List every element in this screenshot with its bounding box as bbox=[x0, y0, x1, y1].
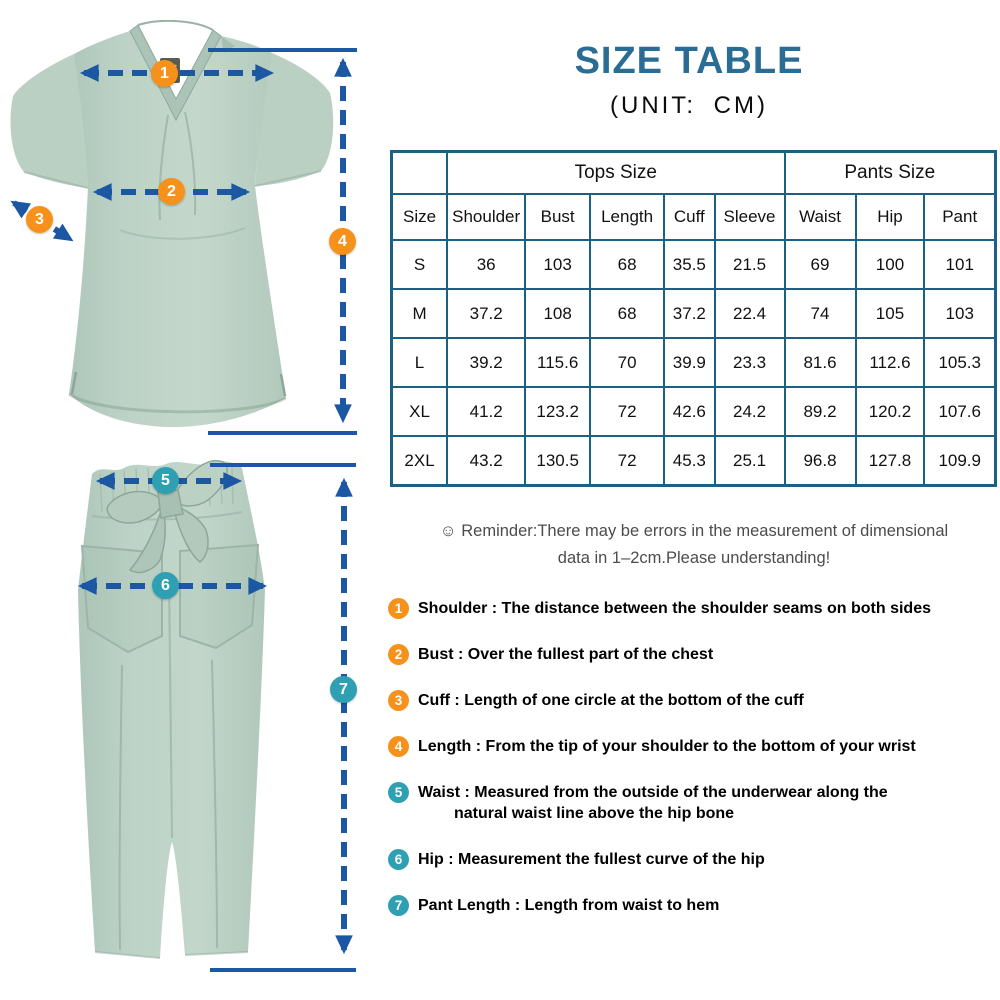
definition-pant-length bbox=[388, 895, 1000, 916]
list-badge-6: 6 bbox=[388, 849, 409, 870]
list-badge-4: 4 bbox=[388, 736, 409, 757]
pants-size-header: Pants Size bbox=[785, 152, 996, 195]
table-row: M 37.2 108 68 37.2 22.4 74 105 103 bbox=[392, 289, 996, 338]
col-cuff: Cuff bbox=[664, 194, 714, 240]
size-label: S bbox=[392, 240, 448, 289]
definition-length bbox=[388, 736, 1000, 757]
scrub-top-figure bbox=[0, 20, 370, 445]
figure-badge-4: 4 bbox=[329, 228, 356, 255]
size-label: M bbox=[392, 289, 448, 338]
table-row: S 36 103 68 35.5 21.5 69 100 101 bbox=[392, 240, 996, 289]
figure-badge-7: 7 bbox=[330, 676, 357, 703]
definition-shoulder bbox=[388, 598, 1000, 619]
reminder-line2: data in 1–2cm.Please understanding! bbox=[557, 549, 831, 567]
list-badge-1: 1 bbox=[388, 598, 409, 619]
figure-badge-6: 6 bbox=[152, 572, 179, 599]
definition-text: Hip : Measurement the fullest curve of the hip bbox=[418, 851, 765, 868]
smiley-icon: ☺ bbox=[439, 522, 457, 540]
list-badge-5: 5 bbox=[388, 782, 409, 803]
definition-bust bbox=[388, 644, 1000, 665]
col-hip: Hip bbox=[856, 194, 925, 240]
size-label: XL bbox=[392, 387, 448, 436]
definition-waist bbox=[388, 782, 1000, 824]
measurement-definitions bbox=[388, 598, 1000, 941]
col-length: Length bbox=[590, 194, 664, 240]
scrub-top-left-sleeve bbox=[10, 54, 88, 188]
definition-text: Pant Length : Length from waist to hem bbox=[418, 897, 720, 914]
definition-text: Length : From the tip of your shoulder to the bottom of your wrist bbox=[418, 738, 916, 755]
col-sleeve: Sleeve bbox=[715, 194, 785, 240]
reminder-note bbox=[392, 518, 996, 572]
list-badge-3: 3 bbox=[388, 690, 409, 711]
size-label: L bbox=[392, 338, 448, 387]
table-row: L 39.2 115.6 70 39.9 23.3 81.6 112.6 105.3 bbox=[392, 338, 996, 387]
col-pant: Pant bbox=[924, 194, 995, 240]
col-shoulder: Shoulder bbox=[447, 194, 525, 240]
figure-badge-3: 3 bbox=[26, 206, 53, 233]
definition-hip bbox=[388, 849, 1000, 870]
col-waist: Waist bbox=[785, 194, 856, 240]
tops-size-header: Tops Size bbox=[447, 152, 784, 195]
col-size: Size bbox=[392, 194, 448, 240]
definition-cuff bbox=[388, 690, 1000, 711]
reminder-line1: Reminder:There may be errors in the measurement of dimensional bbox=[461, 522, 949, 540]
back-neckline bbox=[138, 21, 213, 30]
size-label: 2XL bbox=[392, 436, 448, 486]
scrub-top-body bbox=[69, 31, 286, 427]
unit-subtitle: (UNIT: CM) bbox=[610, 92, 768, 119]
corner-cell bbox=[392, 152, 448, 195]
definition-text: Bust : Over the fullest part of the chest bbox=[418, 646, 714, 663]
list-badge-7: 7 bbox=[388, 895, 409, 916]
scrub-pants-figure bbox=[60, 450, 370, 980]
table-column-header-row bbox=[392, 194, 996, 240]
definition-text: Shoulder : The distance between the shoulder seams on both sides bbox=[418, 600, 931, 617]
table-group-header-row bbox=[392, 152, 996, 195]
definition-text: Cuff : Length of one circle at the bottom of the cuff bbox=[418, 692, 804, 709]
page-title: SIZE TABLE bbox=[574, 40, 804, 82]
figure-badge-5: 5 bbox=[152, 467, 179, 494]
list-badge-2: 2 bbox=[388, 644, 409, 665]
size-table bbox=[390, 150, 997, 487]
figure-badge-1: 1 bbox=[151, 60, 178, 87]
col-bust: Bust bbox=[525, 194, 590, 240]
definition-text: Waist : Measured from the outside of the underwear along the natural waist line above the hip bone bbox=[418, 784, 888, 822]
table-row: XL 41.2 123.2 72 42.6 24.2 89.2 120.2 107.6 bbox=[392, 387, 996, 436]
table-row: 2XL 43.2 130.5 72 45.3 25.1 96.8 127.8 109.9 bbox=[392, 436, 996, 486]
figure-badge-2: 2 bbox=[158, 178, 185, 205]
